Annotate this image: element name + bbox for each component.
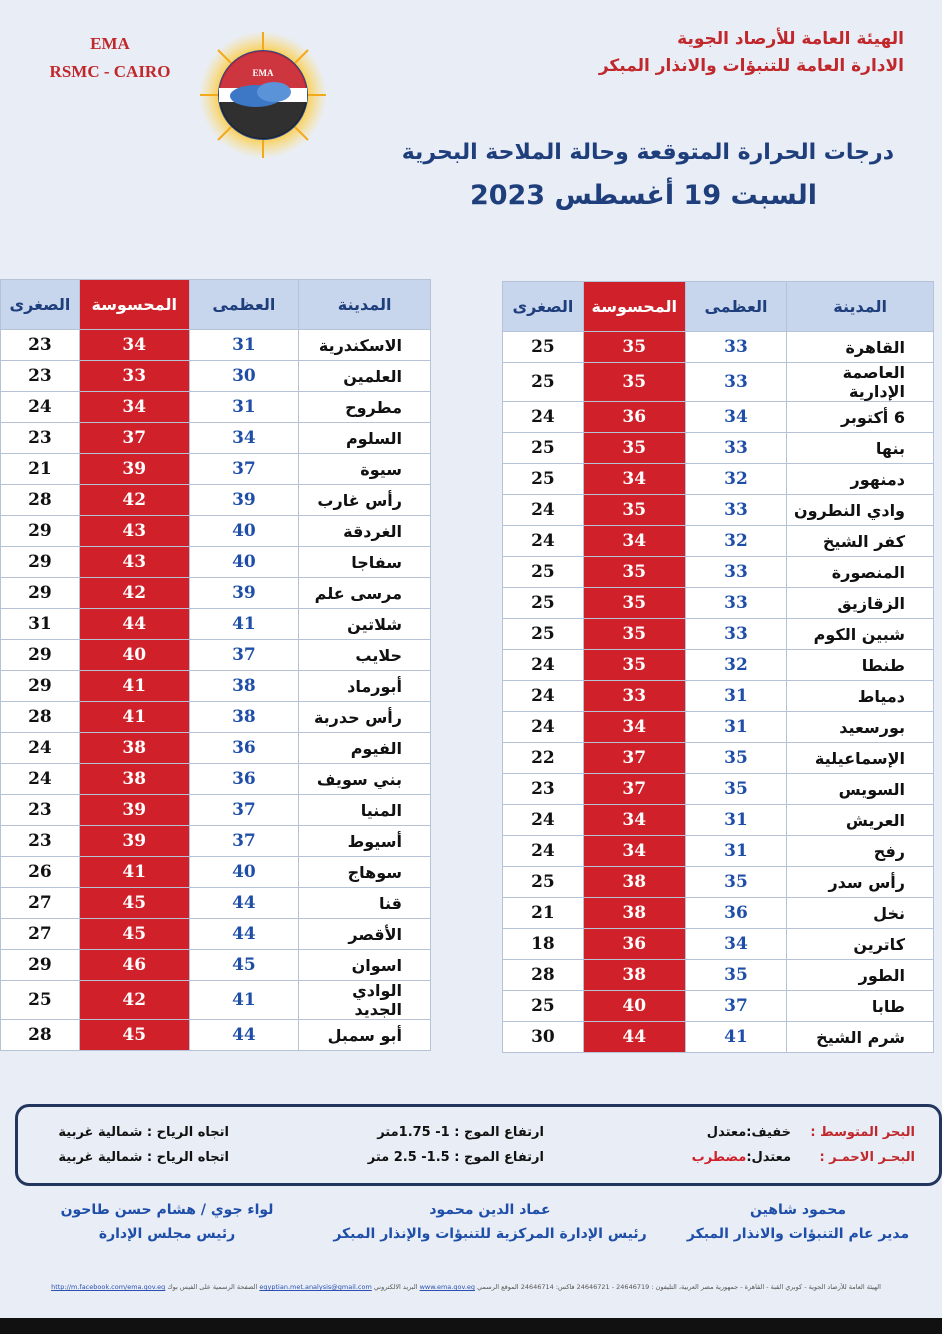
table-row	[1, 919, 431, 950]
sea-state-red-b: مضطرب	[691, 1150, 747, 1165]
signatory-name: محمود شاهين	[749, 1202, 847, 1218]
table-row	[503, 960, 934, 991]
city-cell: مطروح	[299, 392, 431, 423]
city-cell: كاترين	[787, 929, 934, 960]
sea-name-med: البحر المتوسط :	[810, 1125, 915, 1140]
max-temp-cell: 34	[685, 402, 787, 433]
max-temp-cell: 37	[189, 454, 299, 485]
table-row	[503, 681, 934, 712]
city-cell: العاصمة الإدارية	[787, 363, 934, 402]
org-name: الهيئة العامة للأرصاد الجوية	[677, 29, 904, 49]
feels-like-cell: 44	[583, 1022, 685, 1053]
min-temp-cell: 28	[503, 960, 584, 991]
min-temp-cell: 24	[503, 526, 584, 557]
max-temp-cell: 37	[189, 826, 299, 857]
signatory-role: مدير عام التنبؤات والانذار المبكر	[686, 1226, 910, 1242]
table-row	[503, 526, 934, 557]
max-temp-cell: 32	[685, 464, 787, 495]
table-row	[503, 402, 934, 433]
feels-like-cell: 39	[79, 795, 189, 826]
min-temp-cell: 24	[1, 392, 80, 423]
feels-like-cell: 44	[79, 609, 189, 640]
city-cell: بورسعيد	[787, 712, 934, 743]
min-temp-cell: 29	[1, 516, 80, 547]
screen-bottom-bar	[0, 1318, 942, 1334]
wind-direction-med: اتجاه الرياح : شمالية غربية	[58, 1125, 229, 1140]
city-cell: الطور	[787, 960, 934, 991]
min-temp-cell: 28	[1, 1020, 80, 1051]
temperature-table-left	[0, 279, 431, 1051]
feels-like-cell: 34	[583, 526, 685, 557]
feels-like-cell: 42	[79, 981, 189, 1020]
feels-like-cell: 35	[583, 588, 685, 619]
city-cell: السويس	[787, 774, 934, 805]
table-row	[1, 671, 431, 702]
feels-like-cell: 36	[583, 402, 685, 433]
city-cell: الزقازيق	[787, 588, 934, 619]
max-temp-cell: 31	[189, 330, 299, 361]
city-cell: رأس سدر	[787, 867, 934, 898]
table-row	[1, 361, 431, 392]
min-temp-cell: 25	[503, 433, 584, 464]
feels-like-cell: 38	[79, 733, 189, 764]
city-cell: وادي النطرون	[787, 495, 934, 526]
max-temp-cell: 33	[685, 619, 787, 650]
table-row	[1, 516, 431, 547]
min-temp-cell: 29	[1, 578, 80, 609]
table-row	[503, 619, 934, 650]
city-cell: المنيا	[299, 795, 431, 826]
max-temp-cell: 44	[189, 888, 299, 919]
signature-forecast-director	[678, 1198, 918, 1246]
sea-navigation-box	[15, 1104, 942, 1186]
table-row	[1, 423, 431, 454]
min-temp-cell: 23	[503, 774, 584, 805]
ema-sun-logo-icon	[188, 30, 338, 160]
max-temp-cell: 45	[189, 950, 299, 981]
feels-like-cell: 34	[79, 330, 189, 361]
max-temp-cell: 31	[685, 836, 787, 867]
table-row	[503, 867, 934, 898]
min-temp-cell: 24	[503, 836, 584, 867]
city-cell: رأس حدربة	[299, 702, 431, 733]
min-temp-cell: 30	[503, 1022, 584, 1053]
table-row	[503, 363, 934, 402]
table-row	[1, 640, 431, 671]
max-temp-cell: 35	[685, 960, 787, 991]
feels-like-cell: 34	[583, 712, 685, 743]
min-temp-cell: 22	[503, 743, 584, 774]
max-temp-cell: 34	[189, 423, 299, 454]
max-temp-cell: 33	[685, 332, 787, 363]
col-city: المدينة	[787, 282, 934, 332]
table-row	[1, 578, 431, 609]
feels-like-cell: 42	[79, 485, 189, 516]
col-feels: المحسوسة	[583, 282, 685, 332]
signature-central-director	[330, 1198, 650, 1246]
footer-address: الهيئة العامة للأرصاد الجوية - كوبري القبة - القاهرة - جمهورية مصر العربية، التليفون : 24646719 - 24646721 فاكس: 24646714 الموقع الرسمي	[477, 1283, 881, 1291]
col-min: الصغرى	[1, 280, 80, 330]
min-temp-cell: 25	[503, 464, 584, 495]
table-row	[503, 557, 934, 588]
max-temp-cell: 41	[685, 1022, 787, 1053]
signatory-role: رئيس مجلس الإدارة	[98, 1226, 236, 1242]
city-cell: العلمين	[299, 361, 431, 392]
max-temp-cell: 37	[685, 991, 787, 1022]
feels-like-cell: 35	[583, 433, 685, 464]
sea-state-med: خفيف:معتدل	[706, 1125, 791, 1140]
city-cell: اسوان	[299, 950, 431, 981]
feels-like-cell: 41	[79, 702, 189, 733]
feels-like-cell: 46	[79, 950, 189, 981]
feels-like-cell: 33	[583, 681, 685, 712]
max-temp-cell: 36	[189, 764, 299, 795]
ema-text: EMA	[90, 34, 130, 53]
max-temp-cell: 39	[189, 485, 299, 516]
sea-row-red-sea	[18, 1150, 939, 1174]
min-temp-cell: 23	[1, 330, 80, 361]
feels-like-cell: 37	[79, 423, 189, 454]
max-temp-cell: 44	[189, 919, 299, 950]
footer-site-link[interactable]: www.ema.gov.eg	[419, 1283, 475, 1291]
feels-like-cell: 38	[583, 960, 685, 991]
city-cell: بني سويف	[299, 764, 431, 795]
min-temp-cell: 21	[503, 898, 584, 929]
feels-like-cell: 40	[79, 640, 189, 671]
min-temp-cell: 27	[1, 919, 80, 950]
feels-like-cell: 33	[79, 361, 189, 392]
signatory-name: عماد الدين محمود	[429, 1202, 551, 1218]
table-row	[1, 950, 431, 981]
table-row	[1, 485, 431, 516]
feels-like-cell: 35	[583, 495, 685, 526]
table-row	[503, 805, 934, 836]
footer-fb-label: الصفحة الرسمية على الفيس بوك	[167, 1283, 258, 1291]
min-temp-cell: 28	[1, 485, 80, 516]
max-temp-cell: 32	[685, 526, 787, 557]
wave-height-med: ارتفاع الموج : 1- 1.75متر	[377, 1125, 544, 1140]
feels-like-cell: 36	[583, 929, 685, 960]
feels-like-cell: 34	[583, 464, 685, 495]
feels-like-cell: 39	[79, 454, 189, 485]
city-cell: الإسماعيلية	[787, 743, 934, 774]
min-temp-cell: 25	[503, 991, 584, 1022]
max-temp-cell: 31	[189, 392, 299, 423]
feels-like-cell: 37	[583, 774, 685, 805]
min-temp-cell: 25	[503, 588, 584, 619]
org-department: الادارة العامة للتنبؤات والانذار المبكر	[598, 56, 904, 76]
min-temp-cell: 24	[503, 805, 584, 836]
table-row	[503, 712, 934, 743]
footer-email-link[interactable]: egyptian.met.analysis@gmail.com	[259, 1283, 372, 1291]
table-row	[1, 609, 431, 640]
min-temp-cell: 31	[1, 609, 80, 640]
table-body-left	[1, 330, 431, 1051]
max-temp-cell: 38	[189, 702, 299, 733]
sea-state-red	[692, 1150, 791, 1165]
table-row	[1, 826, 431, 857]
max-temp-cell: 33	[685, 363, 787, 402]
svg-text:EMA: EMA	[252, 68, 274, 78]
city-cell: الوادي الجديد	[299, 981, 431, 1020]
feels-like-cell: 42	[79, 578, 189, 609]
max-temp-cell: 35	[685, 774, 787, 805]
table-row	[1, 454, 431, 485]
table-row	[503, 1022, 934, 1053]
max-temp-cell: 40	[189, 516, 299, 547]
min-temp-cell: 27	[1, 888, 80, 919]
feels-like-cell: 43	[79, 516, 189, 547]
feels-like-cell: 45	[79, 888, 189, 919]
signatory-role: رئيس الإدارة المركزية للتنبؤات والإنذار المبكر	[333, 1226, 647, 1242]
table-row	[503, 588, 934, 619]
table-row	[503, 332, 934, 363]
table-row	[1, 764, 431, 795]
table-row	[503, 743, 934, 774]
feels-like-cell: 35	[583, 557, 685, 588]
feels-like-cell: 43	[79, 547, 189, 578]
feels-like-cell: 34	[583, 805, 685, 836]
min-temp-cell: 24	[503, 712, 584, 743]
feels-like-cell: 35	[583, 619, 685, 650]
temperature-table-right	[502, 281, 934, 1053]
min-temp-cell: 25	[503, 557, 584, 588]
page-title: درجات الحرارة المتوقعة وحالة الملاحة البحرية	[401, 140, 894, 165]
city-cell: مرسى علم	[299, 578, 431, 609]
feels-like-cell: 41	[79, 857, 189, 888]
max-temp-cell: 37	[189, 640, 299, 671]
max-temp-cell: 33	[685, 433, 787, 464]
city-cell: أبورماد	[299, 671, 431, 702]
max-temp-cell: 40	[189, 857, 299, 888]
min-temp-cell: 23	[1, 423, 80, 454]
col-city: المدينة	[299, 280, 431, 330]
city-cell: المنصورة	[787, 557, 934, 588]
table-row	[1, 702, 431, 733]
col-max: العظمى	[189, 280, 299, 330]
min-temp-cell: 25	[503, 363, 584, 402]
table-row	[503, 836, 934, 867]
min-temp-cell: 25	[503, 619, 584, 650]
sea-row-mediterranean	[18, 1125, 939, 1149]
feels-like-cell: 45	[79, 1020, 189, 1051]
table-row	[1, 795, 431, 826]
city-cell: 6 أكتوبر	[787, 402, 934, 433]
feels-like-cell: 38	[583, 867, 685, 898]
feels-like-cell: 39	[79, 826, 189, 857]
city-cell: كفر الشيخ	[787, 526, 934, 557]
organization-header	[599, 26, 904, 80]
min-temp-cell: 23	[1, 826, 80, 857]
max-temp-cell: 32	[685, 650, 787, 681]
table-row	[1, 888, 431, 919]
max-temp-cell: 30	[189, 361, 299, 392]
col-max: العظمى	[685, 282, 787, 332]
city-cell: أسيوط	[299, 826, 431, 857]
max-temp-cell: 34	[685, 929, 787, 960]
table-row	[503, 991, 934, 1022]
feels-like-cell: 37	[583, 743, 685, 774]
city-cell: شلاتين	[299, 609, 431, 640]
city-cell: نخل	[787, 898, 934, 929]
max-temp-cell: 36	[685, 898, 787, 929]
min-temp-cell: 24	[1, 733, 80, 764]
table-row	[1, 1020, 431, 1051]
feels-like-cell: 45	[79, 919, 189, 950]
min-temp-cell: 25	[503, 332, 584, 363]
min-temp-cell: 23	[1, 795, 80, 826]
footer-facebook-link[interactable]: http://m.facebook.com/ema.gov.eg	[51, 1283, 166, 1291]
city-cell: قنا	[299, 888, 431, 919]
city-cell: طابا	[787, 991, 934, 1022]
min-temp-cell: 23	[1, 361, 80, 392]
footer-email-label: البريد الالكتروني	[373, 1283, 418, 1291]
city-cell: سفاجا	[299, 547, 431, 578]
wind-direction-red: اتجاه الرياح : شمالية غربية	[58, 1150, 229, 1165]
min-temp-cell: 25	[503, 867, 584, 898]
forecast-date: السبت 19 أغسطس 2023	[469, 180, 817, 211]
table-row	[1, 547, 431, 578]
sea-state-red-a: معتدل:	[746, 1150, 791, 1165]
max-temp-cell: 33	[685, 495, 787, 526]
wave-height-red: ارتفاع الموج : 1.5- 2.5 متر	[367, 1150, 544, 1165]
city-cell: حلايب	[299, 640, 431, 671]
city-cell: طنطا	[787, 650, 934, 681]
table-row	[1, 392, 431, 423]
feels-like-cell: 35	[583, 332, 685, 363]
table-row	[1, 733, 431, 764]
table-row	[503, 774, 934, 805]
feels-like-cell: 34	[583, 836, 685, 867]
table-row	[503, 464, 934, 495]
rsmc-text: RSMC - CAIRO	[49, 62, 171, 81]
city-cell: شبين الكوم	[787, 619, 934, 650]
table-row	[1, 857, 431, 888]
min-temp-cell: 24	[503, 402, 584, 433]
max-temp-cell: 35	[685, 743, 787, 774]
city-cell: سوهاج	[299, 857, 431, 888]
city-cell: الغردقة	[299, 516, 431, 547]
min-temp-cell: 24	[503, 495, 584, 526]
feels-like-cell: 38	[79, 764, 189, 795]
table-row	[503, 650, 934, 681]
city-cell: القاهرة	[787, 332, 934, 363]
table-row	[503, 929, 934, 960]
min-temp-cell: 29	[1, 640, 80, 671]
feels-like-cell: 38	[583, 898, 685, 929]
max-temp-cell: 33	[685, 557, 787, 588]
min-temp-cell: 25	[1, 981, 80, 1020]
min-temp-cell: 18	[503, 929, 584, 960]
table-row	[503, 898, 934, 929]
min-temp-cell: 24	[503, 681, 584, 712]
table-row	[1, 981, 431, 1020]
max-temp-cell: 41	[189, 981, 299, 1020]
feels-like-cell: 35	[583, 363, 685, 402]
feels-like-cell: 34	[79, 392, 189, 423]
table-row	[503, 433, 934, 464]
feels-like-cell: 40	[583, 991, 685, 1022]
city-cell: أبو سمبل	[299, 1020, 431, 1051]
max-temp-cell: 39	[189, 578, 299, 609]
min-temp-cell: 26	[1, 857, 80, 888]
city-cell: الأقصر	[299, 919, 431, 950]
min-temp-cell: 29	[1, 950, 80, 981]
min-temp-cell: 28	[1, 702, 80, 733]
col-feels: المحسوسة	[79, 280, 189, 330]
col-min: الصغرى	[503, 282, 584, 332]
max-temp-cell: 31	[685, 712, 787, 743]
city-cell: شرم الشيخ	[787, 1022, 934, 1053]
min-temp-cell: 24	[503, 650, 584, 681]
signature-board-chairman	[52, 1198, 282, 1246]
table-row	[503, 495, 934, 526]
min-temp-cell: 21	[1, 454, 80, 485]
max-temp-cell: 41	[189, 609, 299, 640]
max-temp-cell: 44	[189, 1020, 299, 1051]
city-cell: رأس غارب	[299, 485, 431, 516]
feels-like-cell: 35	[583, 650, 685, 681]
city-cell: بنها	[787, 433, 934, 464]
city-cell: الاسكندرية	[299, 330, 431, 361]
max-temp-cell: 36	[189, 733, 299, 764]
min-temp-cell: 29	[1, 547, 80, 578]
city-cell: رفح	[787, 836, 934, 867]
table-body-right	[503, 332, 934, 1053]
sea-name-red: البحـر الاحمـر :	[819, 1150, 915, 1165]
city-cell: دمنهور	[787, 464, 934, 495]
min-temp-cell: 24	[1, 764, 80, 795]
city-cell: سيوة	[299, 454, 431, 485]
max-temp-cell: 31	[685, 805, 787, 836]
city-cell: السلوم	[299, 423, 431, 454]
feels-like-cell: 41	[79, 671, 189, 702]
city-cell: الفيوم	[299, 733, 431, 764]
min-temp-cell: 29	[1, 671, 80, 702]
max-temp-cell: 35	[685, 867, 787, 898]
city-cell: العريش	[787, 805, 934, 836]
table-row	[1, 330, 431, 361]
signatory-name: لواء جوي / هشام حسن طاحون	[60, 1202, 274, 1218]
max-temp-cell: 40	[189, 547, 299, 578]
footer-contact	[35, 1283, 897, 1291]
max-temp-cell: 38	[189, 671, 299, 702]
city-cell: دمياط	[787, 681, 934, 712]
max-temp-cell: 31	[685, 681, 787, 712]
max-temp-cell: 37	[189, 795, 299, 826]
ema-label	[30, 30, 190, 86]
max-temp-cell: 33	[685, 588, 787, 619]
